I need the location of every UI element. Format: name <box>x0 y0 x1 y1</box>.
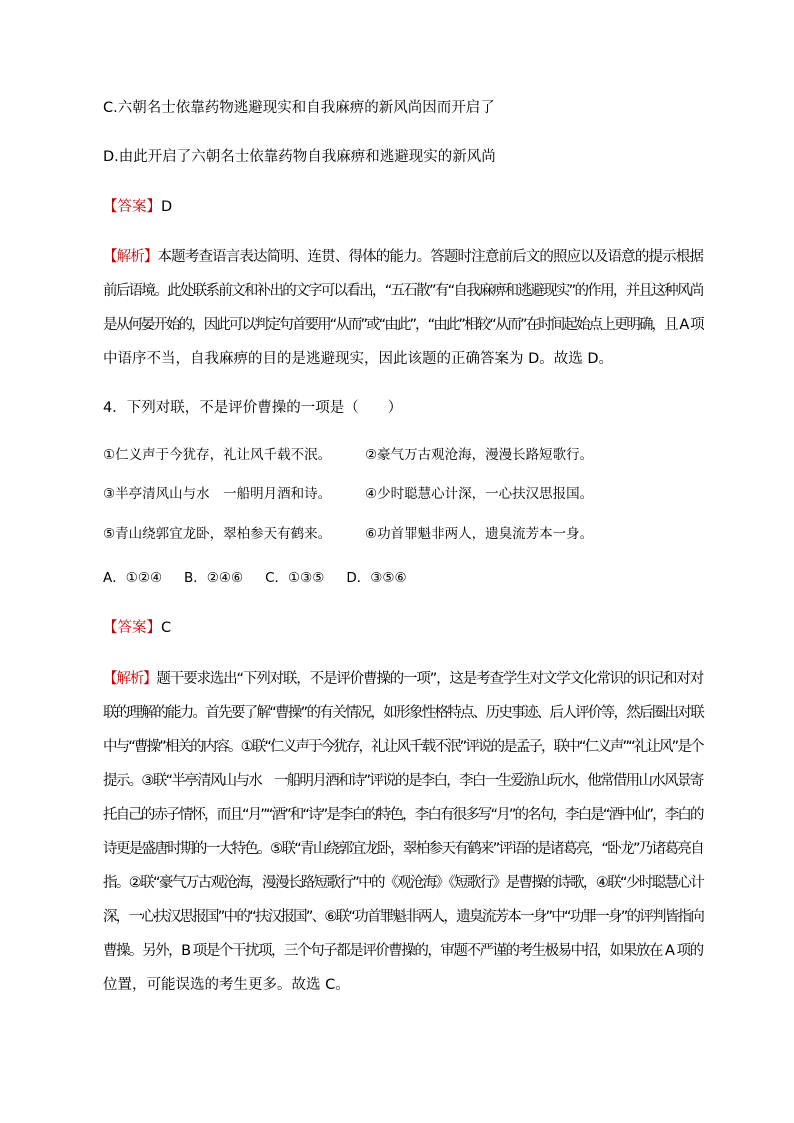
analysis-line: 联的理解的能力。首先要了解“曹操”的有关情况，如形象性格特点、历史事迹、后人评价等，然后圈出对联 <box>103 705 704 721</box>
option-d-text: D.由此开启了六朝名士依靠药物自我麻痹和逃避现实的新风尚 <box>103 149 496 165</box>
choice-a: A．①②④ <box>103 570 163 586</box>
analysis-tag: 【解析】 <box>103 671 157 687</box>
option-c-text: C.六朝名士依靠药物逃避现实和自我麻痹的新风尚因而开启了 <box>103 100 495 116</box>
analysis-2 <box>103 662 703 1002</box>
analysis-line: 是从何晏开始的，因此可以判定句首要用“从而”或“由此”，“由此”相较“从而”在时间起始点上更明确，且 A 项 <box>103 317 703 333</box>
couplet-4: ④少时聪慧心计深，一心扶汉思报国。 <box>365 486 594 502</box>
analysis-line: 指。②联“豪气万古观沧海，漫漫长路短歌行”中的《观沧海》《短歌行》是曹操的诗歌，④联“少时聪慧心计 <box>103 875 704 891</box>
analysis-line: 提示。③联“半亭清风山与水 一船明月酒和诗”评说的是李白，李白一生爱游山玩水，他常借用山水风景寄 <box>103 773 703 789</box>
answer-value: C <box>161 620 172 636</box>
question-4-stem: 4．下列对联，不是评价曹操的一项是（ ） <box>103 400 403 416</box>
analysis-line: 曹操。另外，B 项是个干扰项，三个句子都是评价曹操的，审题不严谨的考生极易中招，如果放在 A 项的 <box>103 943 703 959</box>
analysis-line: 诗更是盛唐时期的一大特色。⑤联“青山绕郭宜龙卧，翠柏参天有鹤来”评语的是诸葛亮，“卧龙”乃诸葛亮自 <box>103 841 704 857</box>
couplet-3: ③半亭清风山与水 一船明月酒和诗。 <box>103 486 332 502</box>
answer-tag: 【答案】 <box>103 620 161 636</box>
analysis-1 <box>103 240 703 376</box>
analysis-line: 位置，可能误选的考生更多。故选 C。 <box>103 977 350 993</box>
couplet-2: ②豪气万古观沧海，漫漫长路短歌行。 <box>365 447 594 463</box>
answer-tag: 【答案】 <box>103 199 161 215</box>
choice-b: B．②④⑥ <box>184 570 244 586</box>
answer-value: D <box>161 199 173 215</box>
analysis-tag: 【解析】 <box>103 249 158 265</box>
answer-1 <box>103 197 172 217</box>
choice-c: C．①③⑤ <box>265 570 325 586</box>
analysis-line: 【解析】本题考查语言表达简明、连贯、得体的能力。答题时注意前后文的照应以及语意的提示根据 <box>103 249 703 265</box>
couplet-1: ①仁义声于今犹存，礼让风千载不泯。 <box>103 447 332 463</box>
couplet-6: ⑥功首罪魁非两人，遗臭流芳本一身。 <box>365 526 594 542</box>
analysis-line: 托自己的赤子情怀，而且“月”“酒”和“诗”是李白的特色，李白有很多写“月”的名句，李白是“酒中仙”，李白的 <box>103 807 703 823</box>
couplet-5: ⑤青山绕郭宜龙卧，翠柏参天有鹤来。 <box>103 526 332 542</box>
analysis-line: 前后语境。此处联系前文和补出的文字可以看出，“五石散”有“自我麻痹和逃避现实”的作用，并且这种风尚 <box>103 283 703 299</box>
analysis-line: 【解析】题干要求选出“下列对联，不是评价曹操的一项”，这是考查学生对文学文化常识的识记和对对 <box>103 671 704 687</box>
analysis-line: 深，一心扶汉思报国”中的“扶汉报国”、⑥联“功首罪魁非两人，遗臭流芳本一身”中“功罪一身”的评判皆指向 <box>103 909 704 925</box>
answer-2 <box>103 618 171 638</box>
analysis-line: 中语序不当，自我麻痹的目的是逃避现实，因此该题的正确答案为 D。故选 D。 <box>103 351 614 367</box>
choice-d: D．③⑤⑥ <box>346 570 407 586</box>
analysis-line: 中与“曹操”相关的内容。①联“仁义声于今犹存，礼让风千载不泯”评说的是孟子，联中“仁义声”“礼让风”是个 <box>103 739 703 755</box>
choice-list <box>103 568 429 588</box>
